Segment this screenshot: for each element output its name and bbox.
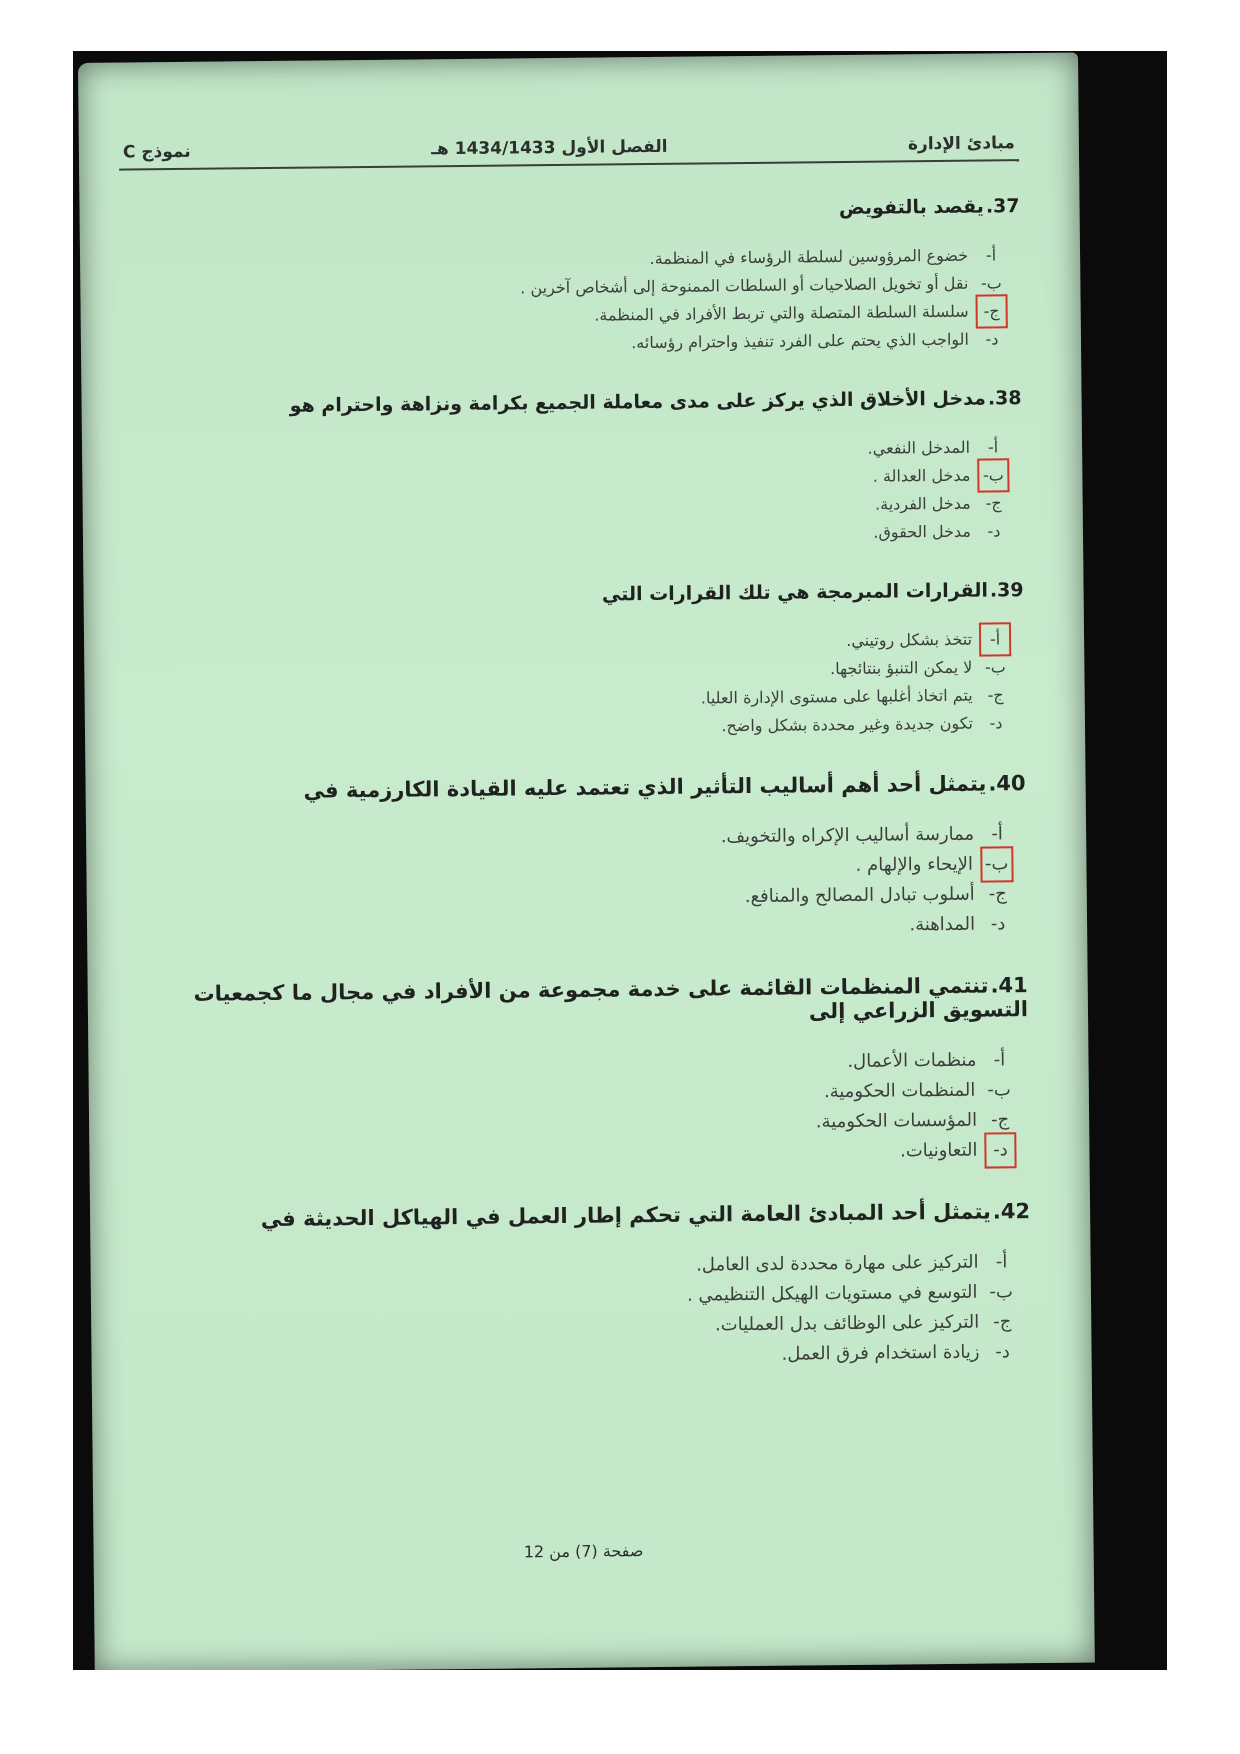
model-label: نموذج C bbox=[122, 141, 191, 163]
options-list bbox=[128, 1045, 1029, 1174]
option-text: يتم اتخاذ أغلبها على مستوى الإدارة العليا. bbox=[700, 685, 973, 708]
option-text: التركيز على مهارة محددة لدى العامل. bbox=[696, 1251, 979, 1276]
exam-paper bbox=[78, 53, 1095, 1670]
option-letter: د- bbox=[985, 329, 999, 349]
question-number: 37. bbox=[985, 195, 1020, 218]
question bbox=[124, 579, 1026, 746]
question-text: مدخل الأخلاق الذي يركز على مدى معاملة الجميع بكرامة ونزاهة واحترام هو bbox=[289, 387, 987, 417]
page-footer: صفحة (7) من 12 bbox=[523, 1541, 644, 1562]
option-letter: ج- bbox=[985, 493, 1002, 513]
question-number: 39. bbox=[989, 579, 1024, 602]
question-text: تنتمي المنظمات القائمة على خدمة مجموعة من الأفراد في مجال ما كجمعيات التسويق الزراعي إلى bbox=[193, 973, 1029, 1024]
option-text: ممارسة أساليب الإكراه والتخويف. bbox=[720, 823, 975, 848]
question-number: 40. bbox=[988, 771, 1026, 796]
option-text: خضوع المرؤوسين لسلطة الرؤساء في المنظمة. bbox=[649, 245, 969, 269]
options-list bbox=[124, 625, 1025, 746]
option-letter: د- bbox=[995, 1341, 1010, 1363]
page-header bbox=[119, 133, 1019, 170]
option-letter: ب- bbox=[980, 273, 1002, 293]
option-text: الإيحاء والإلهام . bbox=[855, 853, 974, 876]
marked-answer-letter: أ- bbox=[982, 625, 1008, 653]
options-list bbox=[126, 819, 1027, 948]
option-letter: أ- bbox=[995, 1251, 1008, 1273]
option-letter: د- bbox=[989, 713, 1003, 733]
question bbox=[121, 387, 1023, 554]
question bbox=[119, 195, 1021, 362]
option-letter: د- bbox=[990, 913, 1006, 935]
question bbox=[128, 973, 1030, 1174]
option-text: سلسلة السلطة المتصلة والتي تربط الأفراد في المنظمة. bbox=[594, 301, 969, 325]
question bbox=[130, 1199, 1032, 1376]
option-letter: ب- bbox=[989, 1281, 1014, 1303]
option-text: التركيز على الوظائف بدل العمليات. bbox=[714, 1311, 980, 1336]
question-title bbox=[126, 771, 1026, 804]
option-text: المنظمات الحكومية. bbox=[823, 1079, 976, 1103]
questions-list bbox=[119, 195, 1031, 1376]
option-letter: ج- bbox=[988, 883, 1007, 905]
course-title: مبادئ الإدارة bbox=[907, 133, 1015, 155]
options-list bbox=[131, 1247, 1032, 1376]
option-letter: د- bbox=[987, 521, 1001, 541]
option-text: الواجب الذي يحتم على الفرد تنفيذ واحترام رؤسائه. bbox=[631, 329, 970, 353]
question-text: يتمثل أحد المبادئ العامة التي تحكم إطار العمل في الهياكل الحديثة في bbox=[260, 1199, 991, 1232]
marked-answer-letter: د- bbox=[987, 1135, 1013, 1165]
semester-label: الفصل الأول 1434/1433 هـ bbox=[431, 136, 668, 160]
option-text: مدخل العدالة . bbox=[872, 465, 971, 486]
question-title bbox=[121, 387, 1021, 418]
option-text: التعاونيات. bbox=[899, 1139, 978, 1162]
option-text: المداهنة. bbox=[909, 913, 976, 936]
option-text: تتخذ بشكل روتيني. bbox=[846, 629, 973, 650]
option-letter: ب- bbox=[984, 657, 1006, 677]
option-letter: ج- bbox=[990, 1109, 1010, 1131]
option-letter: أ- bbox=[987, 437, 999, 457]
option-text: مدخل الفردية. bbox=[875, 493, 971, 514]
document-photo bbox=[73, 51, 1167, 1670]
marked-answer-letter: ب- bbox=[983, 849, 1011, 879]
question-title bbox=[128, 973, 1028, 1030]
option-text: المؤسسات الحكومية. bbox=[815, 1109, 978, 1133]
option-letter: ب- bbox=[987, 1079, 1011, 1101]
question-text: يقصد بالتفويض bbox=[838, 195, 984, 220]
question-title bbox=[124, 579, 1024, 610]
marked-answer-letter: ب- bbox=[980, 461, 1006, 489]
question-number: 41. bbox=[990, 973, 1028, 998]
option-text: التوسع في مستويات الهيكل التنظيمي . bbox=[686, 1281, 978, 1306]
option-text: نقل أو تخويل الصلاحيات أو السلطات الممنوحة إلى أشخاص آخرين . bbox=[520, 273, 969, 298]
option-letter: أ- bbox=[991, 823, 1003, 845]
question-text: القرارات المبرمجة هي تلك القرارات التي bbox=[601, 579, 989, 606]
option-text: زيادة استخدام فرق العمل. bbox=[781, 1341, 980, 1365]
option-text: منظمات الأعمال. bbox=[847, 1049, 977, 1072]
question-title bbox=[119, 195, 1019, 226]
option-letter: أ- bbox=[985, 245, 997, 265]
option-letter: أ- bbox=[993, 1049, 1006, 1071]
question-title bbox=[130, 1199, 1030, 1232]
exam-sheet bbox=[119, 133, 1032, 1376]
question-number: 38. bbox=[987, 387, 1022, 410]
marked-answer-letter: ج- bbox=[979, 297, 1005, 325]
options-list bbox=[122, 433, 1023, 554]
option-letter: ج- bbox=[993, 1311, 1012, 1333]
options-list bbox=[120, 241, 1021, 362]
option-text: المدخل النفعي. bbox=[867, 437, 971, 458]
question bbox=[126, 771, 1028, 948]
option-text: لا يمكن التنبؤ بنتائجها. bbox=[830, 657, 973, 679]
question-text: يتمثل أحد أهم أساليب التأثير الذي تعتمد عليه القيادة الكارزمية في bbox=[303, 771, 987, 803]
option-text: مدخل الحقوق. bbox=[873, 521, 972, 542]
option-text: أسلوب تبادل المصالح والمنافع. bbox=[744, 883, 975, 908]
option-text: تكون جديدة وغير محددة بشكل واضح. bbox=[721, 713, 974, 736]
option-letter: ج- bbox=[987, 685, 1004, 705]
question-number: 42. bbox=[992, 1199, 1031, 1224]
